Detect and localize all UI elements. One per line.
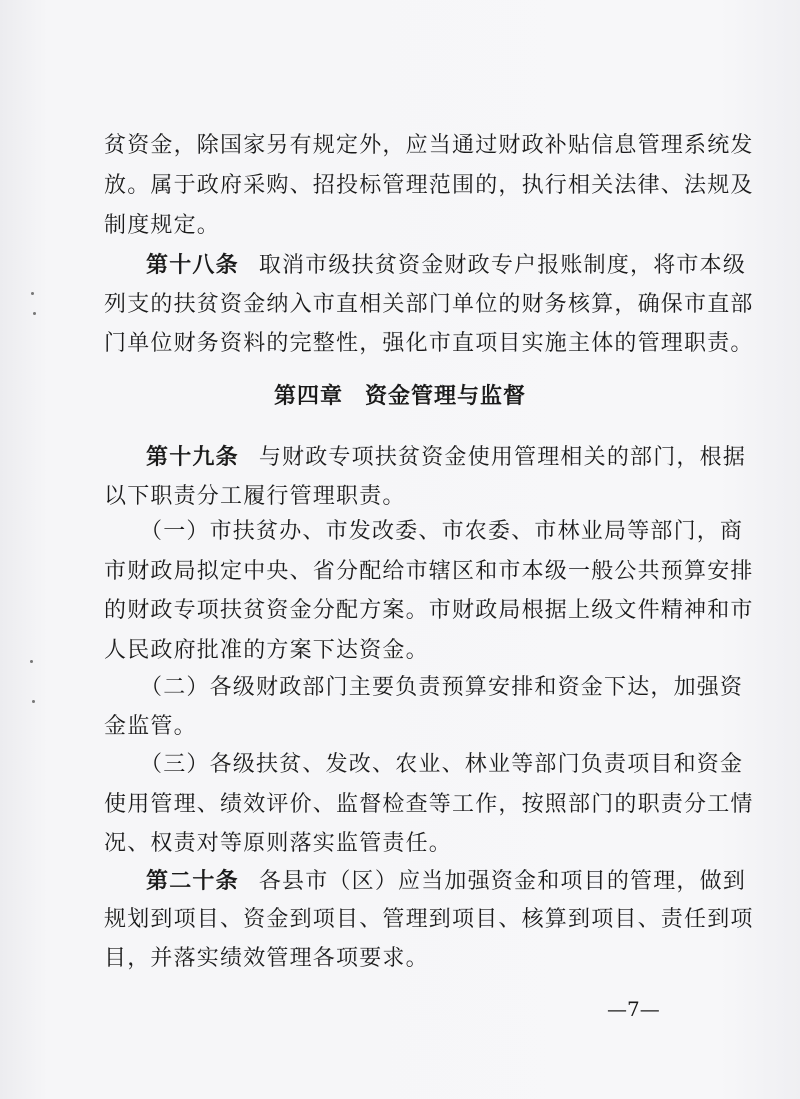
text-line-14: 金监管。	[104, 714, 197, 739]
article-18-text: 取消市级扶贫资金财政专户报账制度，将市本级	[258, 253, 747, 278]
article-19-text: 与财政专项扶贫资金使用管理相关的部门，根据	[258, 445, 747, 470]
text-line-20: 目，并落实绩效管理各项要求。	[104, 946, 429, 971]
text-line-3: 制度规定。	[104, 213, 221, 238]
chapter-number: 第四章	[273, 384, 343, 409]
article-20-line-1	[146, 866, 746, 897]
article-20-label: 第二十条	[146, 868, 239, 894]
text-line-11: 的财政专项扶贫资金分配方案。市财政局根据上级文件精神和市	[104, 598, 754, 623]
text-line-1: 贫资金，除国家另有规定外，应当通过财政补贴信息管理系统发	[104, 133, 754, 158]
punch-mark	[33, 312, 36, 315]
text-line-6: 门单位财务资料的完整性，强化市直项目实施主体的管理职责。	[104, 331, 754, 356]
text-line-16: 使用管理、绩效评价、监督检查等工作，按照部门的职责分工情	[104, 792, 754, 817]
text-line-5: 列支的扶贫资金纳入市直相关部门单位的财务核算，确保市直部	[104, 292, 754, 317]
punch-mark	[31, 292, 34, 295]
article-20-text: 各县市（区）应当加强资金和项目的管理，做到	[258, 869, 747, 894]
clause-3-line-1: （三）各级扶贫、发改、农业、林业等部门负责项目和资金	[140, 752, 744, 777]
punch-mark	[30, 660, 33, 663]
article-18-line-1	[146, 250, 746, 281]
article-19-line-1	[146, 442, 746, 473]
clause-1-line-1: （一）市扶贫办、市发改委、市农委、市林业局等部门，商	[140, 519, 744, 544]
punch-mark	[32, 700, 35, 703]
article-18-label: 第十八条	[146, 252, 239, 278]
text-line-2: 放。属于政府采购、招投标管理范围的，执行相关法律、法规及	[104, 173, 754, 198]
text-line-17: 况、权责对等原则落实监管责任。	[104, 831, 453, 856]
text-line-10: 市财政局拟定中央、省分配给市辖区和市本级一般公共预算安排	[104, 559, 754, 584]
text-line-12: 人民政府批准的方案下达资金。	[104, 638, 429, 663]
page-number: —7—	[607, 997, 660, 1021]
clause-2-line-1: （二）各级财政部门主要负责预算安排和资金下达，加强资	[140, 675, 744, 700]
article-19-label: 第十九条	[146, 444, 239, 470]
chapter-heading	[0, 382, 800, 412]
text-line-19: 规划到项目、资金到项目、管理到项目、核算到项目、责任到项	[104, 907, 754, 932]
text-line-8: 以下职责分工履行管理职责。	[104, 484, 406, 509]
chapter-title: 资金管理与监督	[365, 384, 527, 409]
